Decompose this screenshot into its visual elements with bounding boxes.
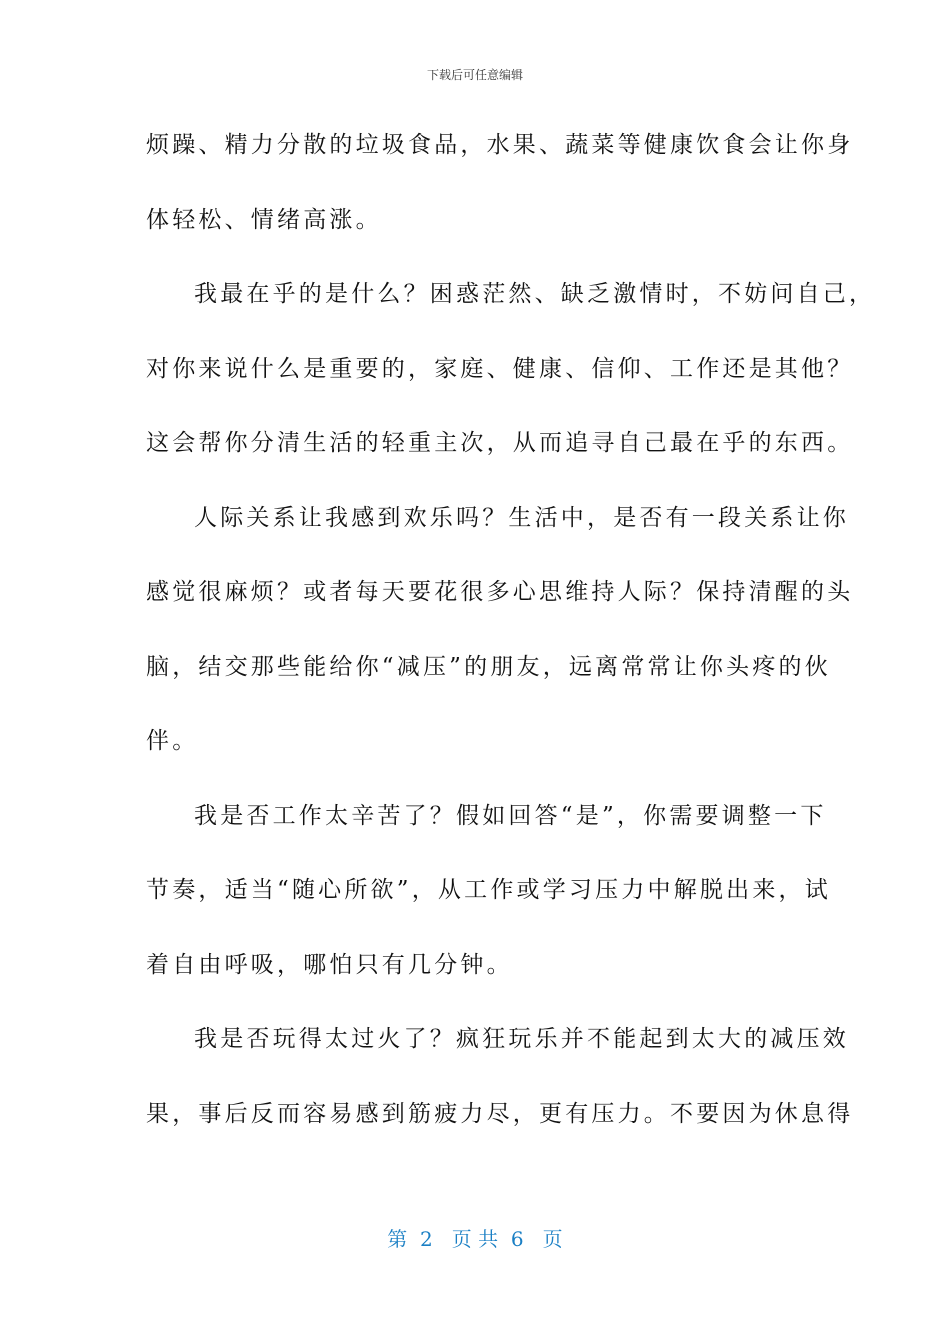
text-line: 这会帮你分清生活的轻重主次，从而追寻自己最在乎的东西。 bbox=[146, 430, 854, 456]
text-line: 烦躁、精力分散的垃圾食品，水果、蔬菜等健康饮食会让你身 bbox=[146, 132, 854, 158]
page-header: 下载后可任意编辑 bbox=[426, 68, 523, 82]
text-line: 伴。 bbox=[146, 728, 199, 754]
text-line: 体轻松、情绪高涨。 bbox=[146, 206, 382, 233]
text-line: 感觉很麻烦？或者每天要花很多心思维持人际？保持清醒的头 bbox=[146, 579, 854, 605]
text-line: 果，事后反而容易感到筋疲力尽，更有压力。不要因为休息得 bbox=[146, 1100, 854, 1127]
text-line: 节奏，适当“随心所欲”，从工作或学习压力中解脱出来，试 bbox=[146, 877, 831, 903]
paragraph-start-line: 人际关系让我感到欢乐吗？生活中，是否有一段关系让你 bbox=[194, 504, 849, 531]
document-body bbox=[146, 120, 876, 1163]
text-line: 着自由呼吸，哪怕只有几分钟。 bbox=[146, 951, 513, 978]
paragraph-start-line: 我是否玩得太过火了？疯狂玩乐并不能起到太大的减压效 bbox=[194, 1026, 849, 1052]
text-line: 脑，结交那些能给你“减压”的朋友，远离常常让你头疼的伙 bbox=[146, 653, 831, 680]
paragraph-start-line: 我最在乎的是什么？困惑茫然、缺乏激情时，不妨问自己， bbox=[194, 281, 876, 307]
page-number-footer: 第 2 页 共 6 页 bbox=[387, 1227, 563, 1251]
paragraph-start-line: 我是否工作太辛苦了？假如回答“是”，你需要调整一下 bbox=[194, 802, 827, 829]
text-line: 对你来说什么是重要的，家庭、健康、信仰、工作还是其他？ bbox=[146, 355, 854, 382]
